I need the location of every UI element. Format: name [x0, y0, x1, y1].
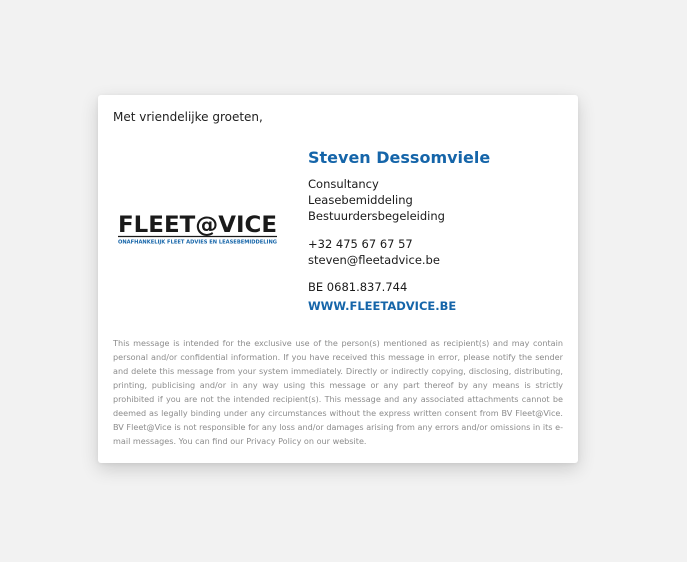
email-signature-card: [98, 95, 578, 463]
role-bestuurdersbegeleiding: Bestuurdersbegeleiding: [308, 209, 445, 223]
fleetvice-logo: [117, 210, 279, 250]
vat-number: BE 0681.837.744: [308, 280, 408, 294]
phone-number[interactable]: +32 475 67 67 57: [308, 237, 413, 251]
logo-brand-text: FLEET@VICE: [118, 213, 277, 238]
legal-disclaimer: This message is intended for the exclusive use of the person(s) mentioned as recipient(s) and may contain personal and/or confidential information. If you have received this message in error, please notify the sender and delete this message from your system immediately. Directly or indirectly copying, disclosing, distributing, printing, publicising and/or in any way using this message or any part thereof by any means is strictly prohibited if you are not the intended recipient(s). This message and any associated attachments cannot be deemed as legally binding under any circumstances without the express written consent from BV Fleet@Vice. BV Fleet@Vice is not responsible for any loss and/or damages arising from any errors and/or omissions in its e-mail messages. You can find our Privacy Policy on our website.: [113, 338, 563, 446]
greeting-text: Met vriendelijke groeten,: [113, 110, 263, 124]
email-address[interactable]: steven@fleetadvice.be: [308, 253, 440, 267]
logo-tagline-text: ONAFHANKELIJK FLEET ADVIES EN LEASEBEMIDDELING: [118, 239, 277, 246]
role-leasebemiddeling: Leasebemiddeling: [308, 193, 413, 207]
signature-name: Steven Dessomviele: [308, 148, 491, 167]
website-link[interactable]: WWW.FLEETADVICE.BE: [308, 299, 457, 313]
role-consultancy: Consultancy: [308, 177, 379, 191]
signature-block: [308, 148, 490, 314]
